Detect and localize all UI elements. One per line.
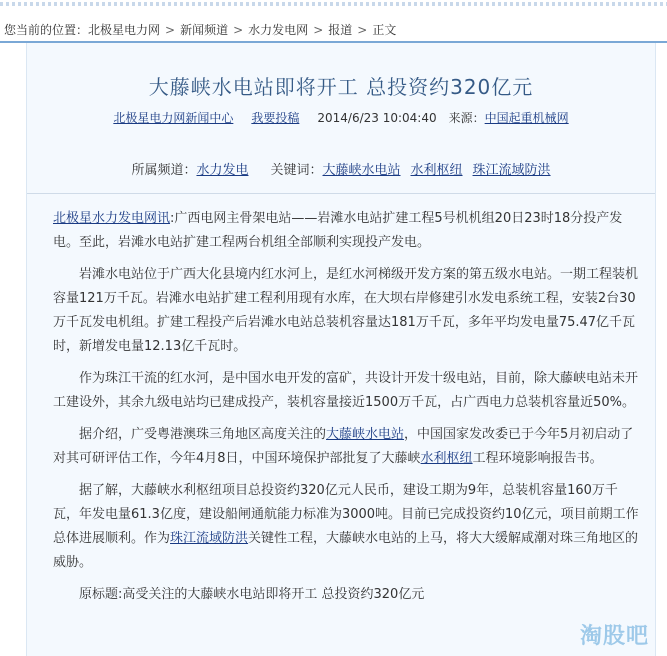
keywords-label: 关键词： bbox=[270, 163, 323, 178]
channel-divider bbox=[27, 193, 655, 194]
keyword-link-dateng[interactable]: 大藤峡水电站 bbox=[322, 163, 401, 178]
channel-link[interactable]: 水力发电 bbox=[196, 163, 249, 178]
watermark-logo: 淘股吧 bbox=[580, 624, 650, 649]
channel-label: 所属频道： bbox=[131, 163, 197, 178]
article-panel bbox=[26, 43, 656, 656]
breadcrumb-item-news[interactable]: 新闻频道 bbox=[180, 23, 229, 37]
channel-bar bbox=[27, 161, 655, 181]
article-title: 大藤峡水电站即将开工 总投资约320亿元 bbox=[148, 75, 534, 99]
original-title: 原标题:高受关注的大藤峡水电站即将开工 总投资约320亿元 bbox=[79, 587, 425, 602]
source-site-link[interactable]: 北极星电力网新闻中心 bbox=[113, 111, 234, 125]
paragraph-5 bbox=[53, 479, 643, 575]
inline-link-flood[interactable]: 珠江流域防洪 bbox=[170, 531, 249, 546]
paragraph-1-text: :广西电网主骨架电站——岩滩水电站扩建工程5号机机组20日23时18分投产发电。至此，岩滩水电站扩建工程两台机组全部顺利实现投产发电。 bbox=[53, 211, 623, 250]
source-tag-link[interactable]: 北极星水力发电网讯 bbox=[53, 211, 171, 226]
breadcrumb-item-current: 正文 bbox=[372, 23, 397, 37]
paragraph-5-text-a: 据了解，大藤峡水利枢纽项目总投资约320亿元人民币，建设工期为9年，总装机容量160万千瓦，年发电量61.3亿度，建设船闸通航能力标准为3000吨。目前已完成投资约10亿元，项目前期工作总体进展顺利。作为 bbox=[53, 483, 639, 546]
source-label: 来源： bbox=[448, 111, 485, 125]
breadcrumb-separator: > bbox=[357, 23, 368, 37]
paragraph-4-text-c: 工程环境影响报告书。 bbox=[472, 451, 603, 466]
breadcrumb-item-home[interactable]: 北极星电力网 bbox=[88, 23, 161, 37]
breadcrumb-separator: > bbox=[313, 23, 324, 37]
breadcrumb bbox=[4, 20, 396, 40]
breadcrumb-separator: > bbox=[233, 23, 244, 37]
keyword-link-flood[interactable]: 珠江流域防洪 bbox=[472, 163, 551, 178]
keyword-link-hub[interactable]: 水利枢纽 bbox=[410, 163, 463, 178]
paragraph-4 bbox=[53, 423, 643, 471]
paragraph-3: 作为珠江干流的红水河，是中国水电开发的富矿，共设计开发十级电站，目前，除大藤峡电站未开工建设外，其余九级电站均已建成投产，装机容量接近1500万千瓦，占广西电力总装机容量近50%。 bbox=[53, 371, 639, 410]
inline-link-hub[interactable]: 水利枢纽 bbox=[420, 451, 473, 466]
breadcrumb-item-hydropower[interactable]: 水力发电网 bbox=[248, 23, 309, 37]
paragraph-1 bbox=[53, 207, 643, 255]
inline-link-dateng[interactable]: 大藤峡水电站 bbox=[326, 427, 405, 442]
article-datetime: 2014/6/23 10:04:40 bbox=[317, 111, 437, 125]
breadcrumb-separator: > bbox=[165, 23, 176, 37]
breadcrumb-item-report[interactable]: 报道 bbox=[328, 23, 353, 37]
paragraph-2: 岩滩水电站位于广西大化县境内红水河上，是红水河梯级开发方案的第五级水电站。一期工程装机容量121万千瓦。岩滩水电站扩建工程利用现有水库，在大坝右岸修建引水发电系统工程，安装2台30万千瓦发电机组。扩建工程投产后岩滩水电站总装机容量达181万千瓦，多年平均发电量75.47亿千瓦时，新增发电量12.13亿千瓦时。 bbox=[53, 267, 639, 354]
paragraph-5-text-b: 关键性工程，大藤峡水电站的上马，将大大缓解咸潮对珠三角地区的威胁。 bbox=[53, 531, 639, 570]
paragraph-4-text-b: ，中国国家发改委已于今年5月初启动了对其可研评估工作，今年4月8日，中国环境保护部批复了大藤峡 bbox=[53, 427, 634, 466]
dotted-rule bbox=[0, 2, 667, 6]
submit-article-link[interactable]: 我要投稿 bbox=[251, 111, 300, 125]
source-link[interactable]: 中国起重机械网 bbox=[484, 111, 569, 125]
breadcrumb-prefix: 您当前的位置： bbox=[4, 23, 89, 37]
paragraph-4-text-a: 据介绍，广受粤港澳珠三角地区高度关注的 bbox=[79, 427, 327, 442]
article-body bbox=[53, 207, 643, 615]
article-meta bbox=[27, 109, 655, 127]
top-strip bbox=[0, 0, 667, 8]
